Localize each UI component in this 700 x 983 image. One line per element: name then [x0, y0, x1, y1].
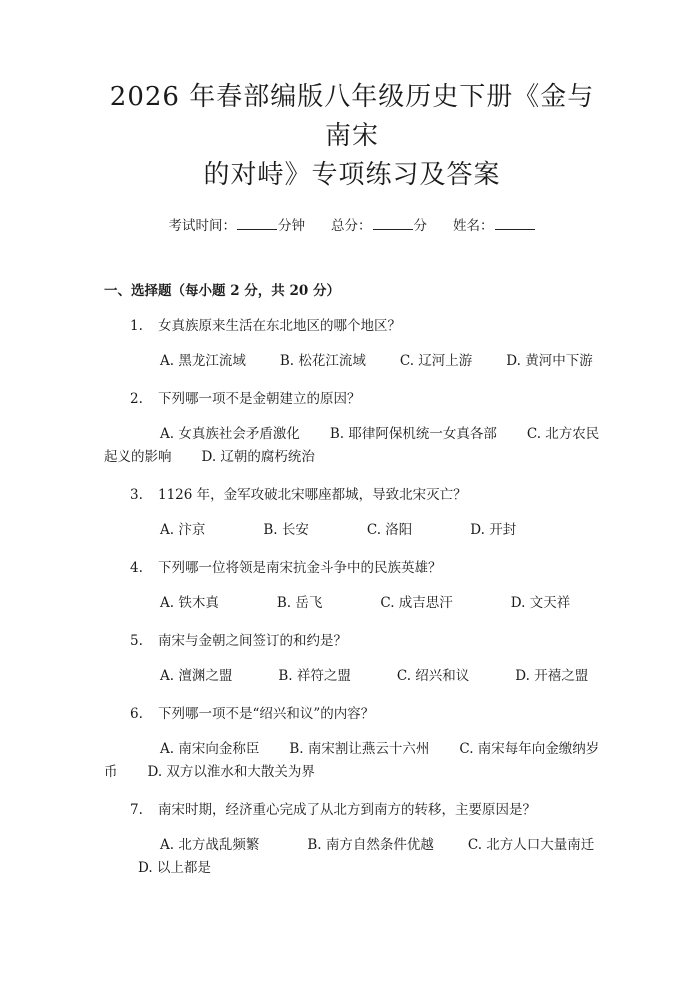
option-c: C. 成吉思汗	[380, 595, 453, 611]
option-c: C. 北方人口大量南迁	[467, 837, 595, 853]
option-d: D. 双方以淮水和大散关为界	[147, 764, 315, 780]
option-c: C. 洛阳	[366, 522, 413, 538]
option-a: A. 北方战乱频繁	[160, 837, 260, 853]
option-b: B. 耶律阿保机统一女真各部	[329, 426, 497, 442]
exam-time: 考试时间： 分钟	[168, 218, 305, 234]
question-3-options	[104, 519, 600, 542]
question-6	[104, 705, 600, 723]
question-5-options	[104, 665, 600, 688]
option-a: A. 铁木真	[160, 595, 219, 611]
option-d: D. 辽朝的腐朽统治	[201, 449, 315, 465]
option-c: C. 南宋每年向金缴纳岁币	[104, 741, 600, 780]
option-a: A. 女真族社会矛盾激化	[160, 426, 300, 442]
question-3	[104, 486, 600, 504]
question-number: 5.	[130, 633, 143, 649]
question-text: 下列哪一位将领是南宋抗金斗争中的民族英雄？	[158, 560, 442, 576]
score-blank	[373, 217, 413, 230]
document-page	[0, 78, 700, 983]
question-number: 2.	[130, 391, 143, 407]
option-b: B. 南宋割让燕云十六州	[289, 741, 430, 757]
option-a: A. 黑龙江流域	[160, 353, 246, 369]
question-4-options	[104, 592, 600, 615]
option-d: D. 开封	[470, 522, 517, 538]
question-text: 女真族原来生活在东北地区的哪个地区？	[158, 318, 401, 334]
document-title	[104, 78, 600, 195]
question-text: 南宋时期，经济重心完成了从北方到南方的转移，主要原因是？	[158, 802, 536, 818]
question-number: 3.	[130, 487, 143, 503]
option-b: B. 长安	[263, 522, 309, 538]
section-heading: 一、选择题（每小题 2 分，共 20 分）	[104, 283, 340, 299]
option-b: B. 祥符之盟	[278, 668, 351, 684]
option-c: C. 辽河上游	[399, 353, 473, 369]
question-5	[104, 632, 600, 650]
option-a: A. 南宋向金称臣	[160, 741, 260, 757]
question-2-options	[104, 423, 600, 469]
question-1	[104, 317, 600, 335]
question-text: 下列哪一项不是金朝建立的原因？	[158, 391, 361, 407]
option-d: D. 以上都是	[138, 860, 211, 876]
option-d: D. 文天祥	[510, 595, 571, 611]
option-b: B. 岳飞	[276, 595, 323, 611]
question-number: 1.	[130, 318, 143, 334]
name-blank	[495, 217, 535, 230]
exam-score: 总分： 分	[331, 218, 427, 234]
title-line-1: 2026 年春部编版八年级历史下册《金与南宋	[109, 82, 595, 151]
option-b: B. 南方自然条件优越	[307, 837, 434, 853]
time-blank	[237, 217, 277, 230]
question-text: 南宋与金朝之间签订的和约是？	[158, 633, 347, 649]
question-text: 1126 年，金军攻破北宋哪座都城，导致北宋灭亡？	[158, 487, 467, 503]
question-7	[104, 801, 600, 819]
question-1-options	[104, 350, 600, 373]
question-number: 4.	[130, 560, 143, 576]
title-line-2: 的对峙》专项练习及答案	[203, 160, 501, 190]
option-a: A. 澶渊之盟	[160, 668, 233, 684]
question-7-options	[104, 834, 600, 880]
question-6-options	[104, 738, 600, 784]
question-4	[104, 559, 600, 577]
question-number: 7.	[130, 802, 143, 818]
exam-info	[104, 217, 600, 235]
question-2	[104, 390, 600, 408]
option-c: C. 绍兴和议	[396, 668, 470, 684]
question-number: 6.	[130, 706, 143, 722]
option-d: D. 黄河中下游	[506, 353, 593, 369]
exam-name: 姓名：	[453, 217, 536, 235]
option-c: C. 北方农民起义的影响	[104, 426, 600, 465]
option-d: D. 开禧之盟	[515, 668, 589, 684]
option-a: A. 汴京	[160, 522, 206, 538]
question-text: 下列哪一项不是“绍兴和议”的内容？	[158, 706, 375, 722]
option-b: B. 松花江流域	[279, 353, 366, 369]
